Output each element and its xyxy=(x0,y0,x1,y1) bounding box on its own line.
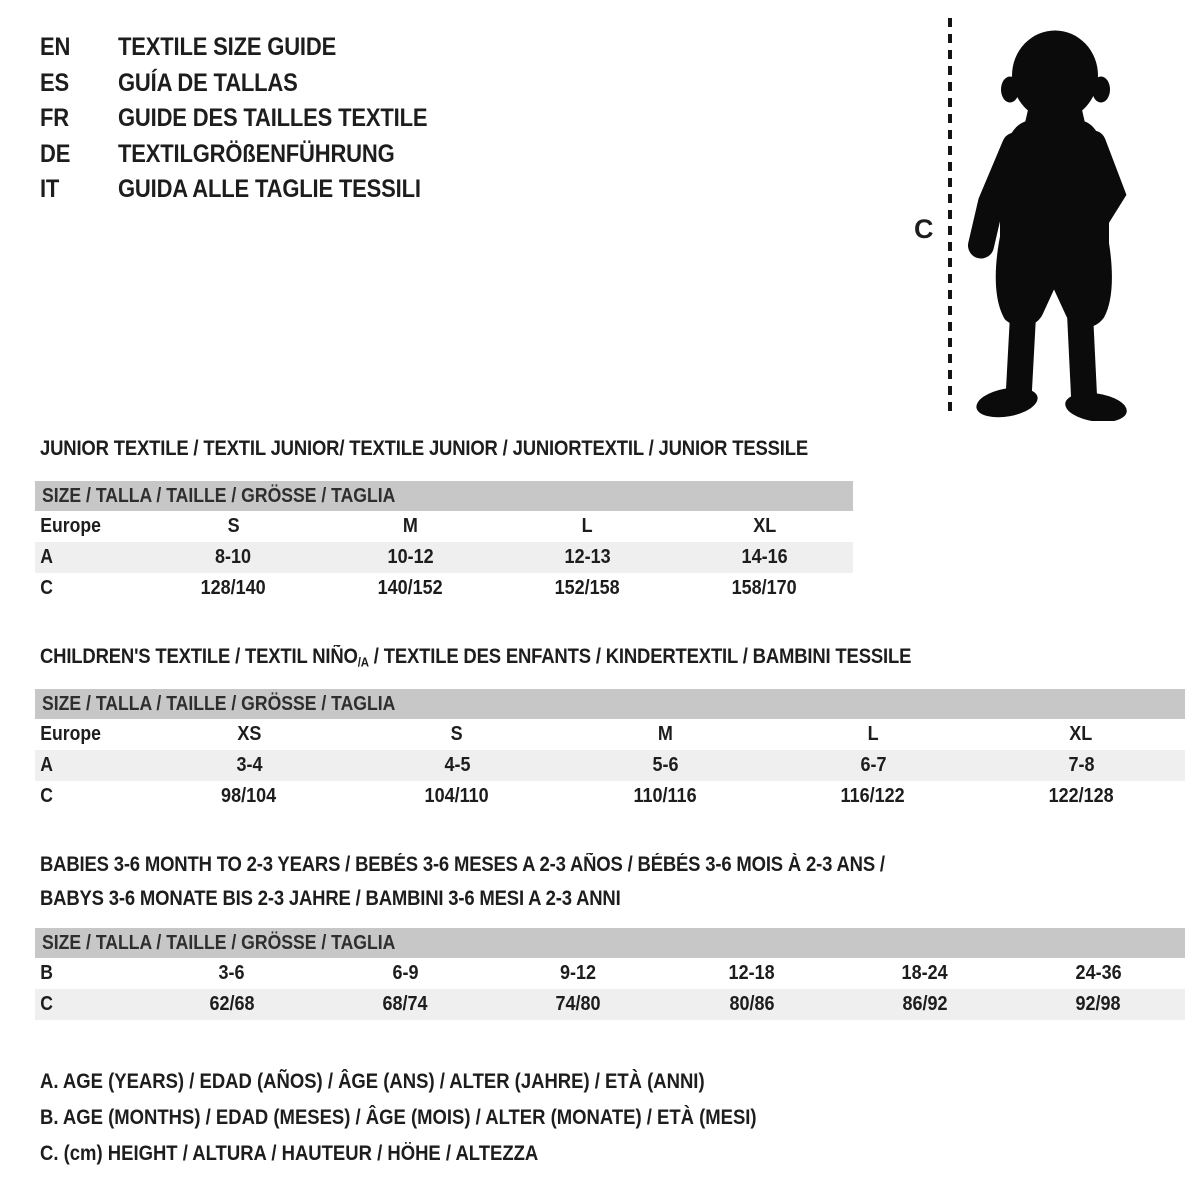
months-cell: 24-36 xyxy=(1075,962,1122,984)
legend xyxy=(40,1070,854,1178)
legend-line-a-text: A. AGE (YEARS) / EDAD (AÑOS) / ÂGE (ANS) / ALTER (JAHRE) / ETÀ (ANNI) xyxy=(40,1070,705,1093)
height-cell: 116/122 xyxy=(840,785,906,807)
age-row xyxy=(35,750,1185,781)
lang-code: IT xyxy=(40,175,60,204)
row-label-b: B xyxy=(40,962,53,984)
age-cell: 8-10 xyxy=(215,546,252,568)
lang-row-es xyxy=(40,66,470,102)
size-cell: L xyxy=(582,515,593,537)
legend-line-b xyxy=(40,1106,854,1142)
height-cell: 152/158 xyxy=(554,577,621,599)
height-cell: 62/68 xyxy=(209,993,255,1015)
row-label-a: A xyxy=(40,754,53,776)
size-cell: L xyxy=(867,723,879,745)
size-header-label: SIZE / TALLA / TAILLE / GRÖSSE / TAGLIA xyxy=(42,931,396,954)
lang-row-en xyxy=(40,30,470,66)
height-cell: 128/140 xyxy=(200,577,267,599)
lang-code: EN xyxy=(40,33,71,62)
age-cell: 10-12 xyxy=(387,546,434,568)
height-row xyxy=(35,781,1185,812)
height-cell: 110/116 xyxy=(633,785,697,807)
children-section-title xyxy=(40,645,1030,670)
measure-label-c: C xyxy=(914,214,934,244)
lang-code: DE xyxy=(40,139,71,168)
legend-line-c xyxy=(40,1142,854,1178)
language-title-list xyxy=(40,30,470,208)
region-label: Europe xyxy=(40,723,101,745)
size-cell: M xyxy=(402,515,418,537)
lang-row-de xyxy=(40,137,470,173)
months-cell: 6-9 xyxy=(391,962,418,984)
size-cell: S xyxy=(450,723,464,745)
size-row xyxy=(35,511,853,542)
junior-section-title xyxy=(40,437,913,461)
legend-line-b-text: B. AGE (MONTHS) / EDAD (MESES) / ÂGE (MOIS) / ALTER (MONATE) / ETÀ (MESI) xyxy=(40,1106,757,1129)
size-cell: XL xyxy=(752,515,777,537)
height-cell: 104/110 xyxy=(424,785,490,807)
size-cell: XL xyxy=(1069,723,1093,745)
months-cell: 3-6 xyxy=(218,962,245,984)
lang-title: GUIDA ALLE TAGLIE TESSILI xyxy=(118,175,421,204)
junior-size-table xyxy=(35,481,853,604)
height-cell: 140/152 xyxy=(377,577,444,599)
height-cell: 86/92 xyxy=(902,993,948,1015)
lang-row-it xyxy=(40,172,470,208)
lang-row-fr xyxy=(40,101,470,137)
lang-code: ES xyxy=(40,68,69,97)
row-label-a: A xyxy=(40,546,53,568)
legend-line-c-text: C. (cm) HEIGHT / ALTURA / HAUTEUR / HÖHE / ALTEZZA xyxy=(40,1142,539,1165)
months-cell: 9-12 xyxy=(560,962,597,984)
height-measure-line xyxy=(948,18,952,418)
age-cell: 14-16 xyxy=(741,546,788,568)
children-title-post: / TEXTILE DES ENFANTS / KINDERTEXTIL / BAMBINI TESSILE xyxy=(368,645,912,668)
babies-title-line2-text: BABYS 3-6 MONATE BIS 2-3 JAHRE / BAMBINI 3-6 MESI A 2-3 ANNI xyxy=(40,887,621,910)
age-cell: 4-5 xyxy=(443,754,471,776)
height-cell: 98/104 xyxy=(221,785,277,807)
height-cell: 74/80 xyxy=(555,993,601,1015)
months-cell: 18-24 xyxy=(901,962,948,984)
row-label-c: C xyxy=(40,993,53,1015)
lang-title: GUIDE DES TAILLES TEXTILE xyxy=(118,104,428,133)
age-cell: 7-8 xyxy=(1067,754,1095,776)
row-label-c: C xyxy=(40,785,53,807)
height-cell: 68/74 xyxy=(382,993,428,1015)
size-header-label: SIZE / TALLA / TAILLE / GRÖSSE / TAGLIA xyxy=(42,484,396,507)
age-row xyxy=(35,542,853,573)
age-cell: 6-7 xyxy=(859,754,887,776)
children-title-pre: CHILDREN'S TEXTILE / TEXTIL NIÑO xyxy=(40,645,358,668)
size-cell: S xyxy=(227,515,240,537)
height-row xyxy=(35,989,1185,1020)
height-cell: 122/128 xyxy=(1048,785,1114,807)
lang-code: FR xyxy=(40,104,69,133)
lang-title: GUÍA DE TALLAS xyxy=(118,68,298,97)
lang-title: TEXTILE SIZE GUIDE xyxy=(118,33,337,62)
size-header-row xyxy=(35,928,1185,958)
size-cell: XS xyxy=(236,723,262,745)
baby-silhouette-icon xyxy=(963,16,1138,421)
height-cell: 80/86 xyxy=(729,993,775,1015)
babies-title-line1-text: BABIES 3-6 MONTH TO 2-3 YEARS / BEBÉS 3-6 MESES A 2-3 AÑOS / BÉBÉS 3-6 MOIS À 2-3 ANS / xyxy=(40,853,885,876)
children-section-title-text xyxy=(40,645,911,670)
height-cell: 158/170 xyxy=(731,577,798,599)
age-cell: 3-4 xyxy=(235,754,263,776)
height-cell: 92/98 xyxy=(1075,993,1121,1015)
size-header-row xyxy=(35,481,853,511)
months-cell: 12-18 xyxy=(728,962,775,984)
age-cell: 12-13 xyxy=(564,546,611,568)
junior-section-title-text: JUNIOR TEXTILE / TEXTIL JUNIOR/ TEXTILE JUNIOR / JUNIORTEXTIL / JUNIOR TESSILE xyxy=(40,437,809,460)
size-header-label: SIZE / TALLA / TAILLE / GRÖSSE / TAGLIA xyxy=(42,692,396,715)
height-row xyxy=(35,573,853,604)
lang-title: TEXTILGRÖßENFÜHRUNG xyxy=(118,139,395,168)
size-row xyxy=(35,719,1185,750)
babies-size-table xyxy=(35,928,1185,1020)
region-label: Europe xyxy=(40,515,101,537)
babies-section-title-line2 xyxy=(40,887,700,911)
size-header-row xyxy=(35,689,1185,719)
size-cell: M xyxy=(657,723,673,745)
row-label-c: C xyxy=(40,577,53,599)
legend-line-a xyxy=(40,1070,854,1106)
children-title-sub: /A xyxy=(357,654,369,670)
months-row xyxy=(35,958,1185,989)
babies-section-title-line1 xyxy=(40,853,1000,877)
children-size-table xyxy=(35,689,1185,812)
age-cell: 5-6 xyxy=(651,754,679,776)
